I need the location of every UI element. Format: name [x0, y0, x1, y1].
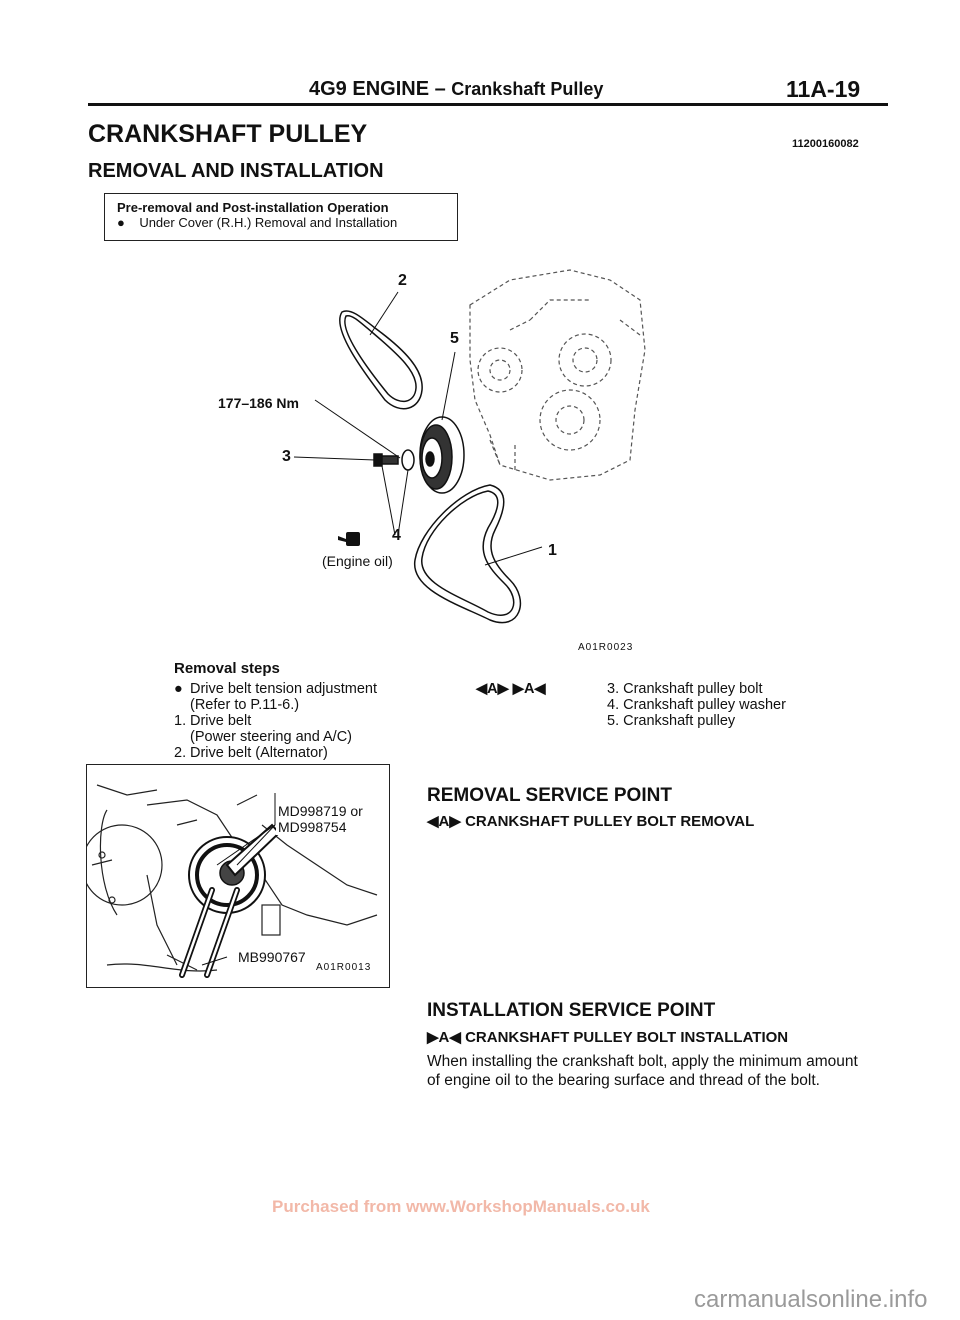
header-engine-title: [309, 78, 603, 101]
removal-service-point-subtitle: ◀A▶ CRANKSHAFT PULLEY BOLT REMOVAL: [427, 813, 755, 830]
step-row: (Refer to P.11-6.): [190, 697, 300, 713]
crankshaft-pulley-washer: [402, 450, 414, 470]
step-row: 5. Crankshaft pulley: [607, 713, 736, 729]
step-row: 1. Drive belt: [174, 713, 252, 729]
page-title: CRANKSHAFT PULLEY: [88, 120, 368, 148]
step-row: 2. Drive belt (Alternator): [174, 745, 328, 761]
label-2: 2: [398, 272, 407, 289]
label-1: 1: [548, 542, 557, 559]
purchase-watermark: Purchased from www.WorkshopManuals.co.uk: [272, 1197, 650, 1216]
removal-service-point-title: REMOVAL SERVICE POINT: [427, 785, 672, 806]
installation-instruction: When installing the crankshaft bolt, apply the minimum amount of engine oil to the bearing surface and thread of the bolt.: [427, 1053, 858, 1089]
crankshaft-pulley: [420, 417, 464, 493]
doc-code: 11200160082: [792, 138, 859, 150]
engine-block-sketch: [470, 270, 645, 480]
step-row: (Power steering and A/C): [190, 729, 352, 745]
pre-op-title: Pre-removal and Post-installation Operation: [117, 200, 389, 215]
pre-op-item: [117, 215, 397, 230]
pre-op-item-text: Under Cover (R.H.) Removal and Installation: [139, 215, 398, 230]
torque-spec: 177–186 Nm: [218, 395, 299, 411]
tool-label-3: MB990767: [238, 949, 306, 965]
header-dash: –: [434, 78, 446, 100]
oil-can-icon: [338, 532, 360, 546]
removal-steps-right: [607, 681, 786, 729]
remove-symbol-icon: ◀A▶: [427, 813, 461, 830]
tool-label-2: MD998754: [278, 819, 347, 835]
footer-watermark: carmanualsonline.info: [694, 1286, 928, 1313]
page-subtitle: REMOVAL AND INSTALLATION: [88, 160, 384, 182]
step-row: ● Drive belt tension adjustment: [174, 681, 377, 697]
service-point-symbols: ◀A▶ ▶A◀: [476, 681, 546, 697]
installation-service-point-title: INSTALLATION SERVICE POINT: [427, 1000, 716, 1021]
install-symbol-icon: ▶A◀: [427, 1029, 461, 1046]
label-4: 4: [392, 527, 401, 544]
step-row: 3. Crankshaft pulley bolt: [607, 681, 763, 697]
removal-steps-left: [174, 681, 377, 761]
header-rule: [88, 103, 888, 106]
crankshaft-pulley-exploded-diagram: [170, 260, 670, 650]
figure-code-1: A01R0023: [578, 642, 634, 653]
page-number: 11A-19: [786, 76, 861, 102]
label-3: 3: [282, 448, 291, 465]
tool-label-1: MD998719 or: [278, 803, 363, 819]
step-row: 4. Crankshaft pulley washer: [607, 697, 786, 713]
figure-code-2: A01R0013: [316, 962, 372, 973]
bullet-icon: ●: [117, 215, 125, 230]
engine-title: 4G9 ENGINE: [309, 78, 430, 100]
engine-oil-note: (Engine oil): [322, 553, 393, 569]
crankshaft-pulley-bolt: [374, 454, 398, 466]
label-5: 5: [450, 330, 459, 347]
installation-service-point-subtitle: ▶A◀ CRANKSHAFT PULLEY BOLT INSTALLATION: [427, 1029, 789, 1046]
alternator-belt: [340, 311, 422, 409]
power-steering-belt: [415, 485, 521, 623]
removal-steps-title: Removal steps: [174, 660, 280, 677]
section-title: Crankshaft Pulley: [451, 79, 604, 99]
leader-lines: [294, 292, 542, 565]
pre-op-box: [104, 193, 458, 241]
